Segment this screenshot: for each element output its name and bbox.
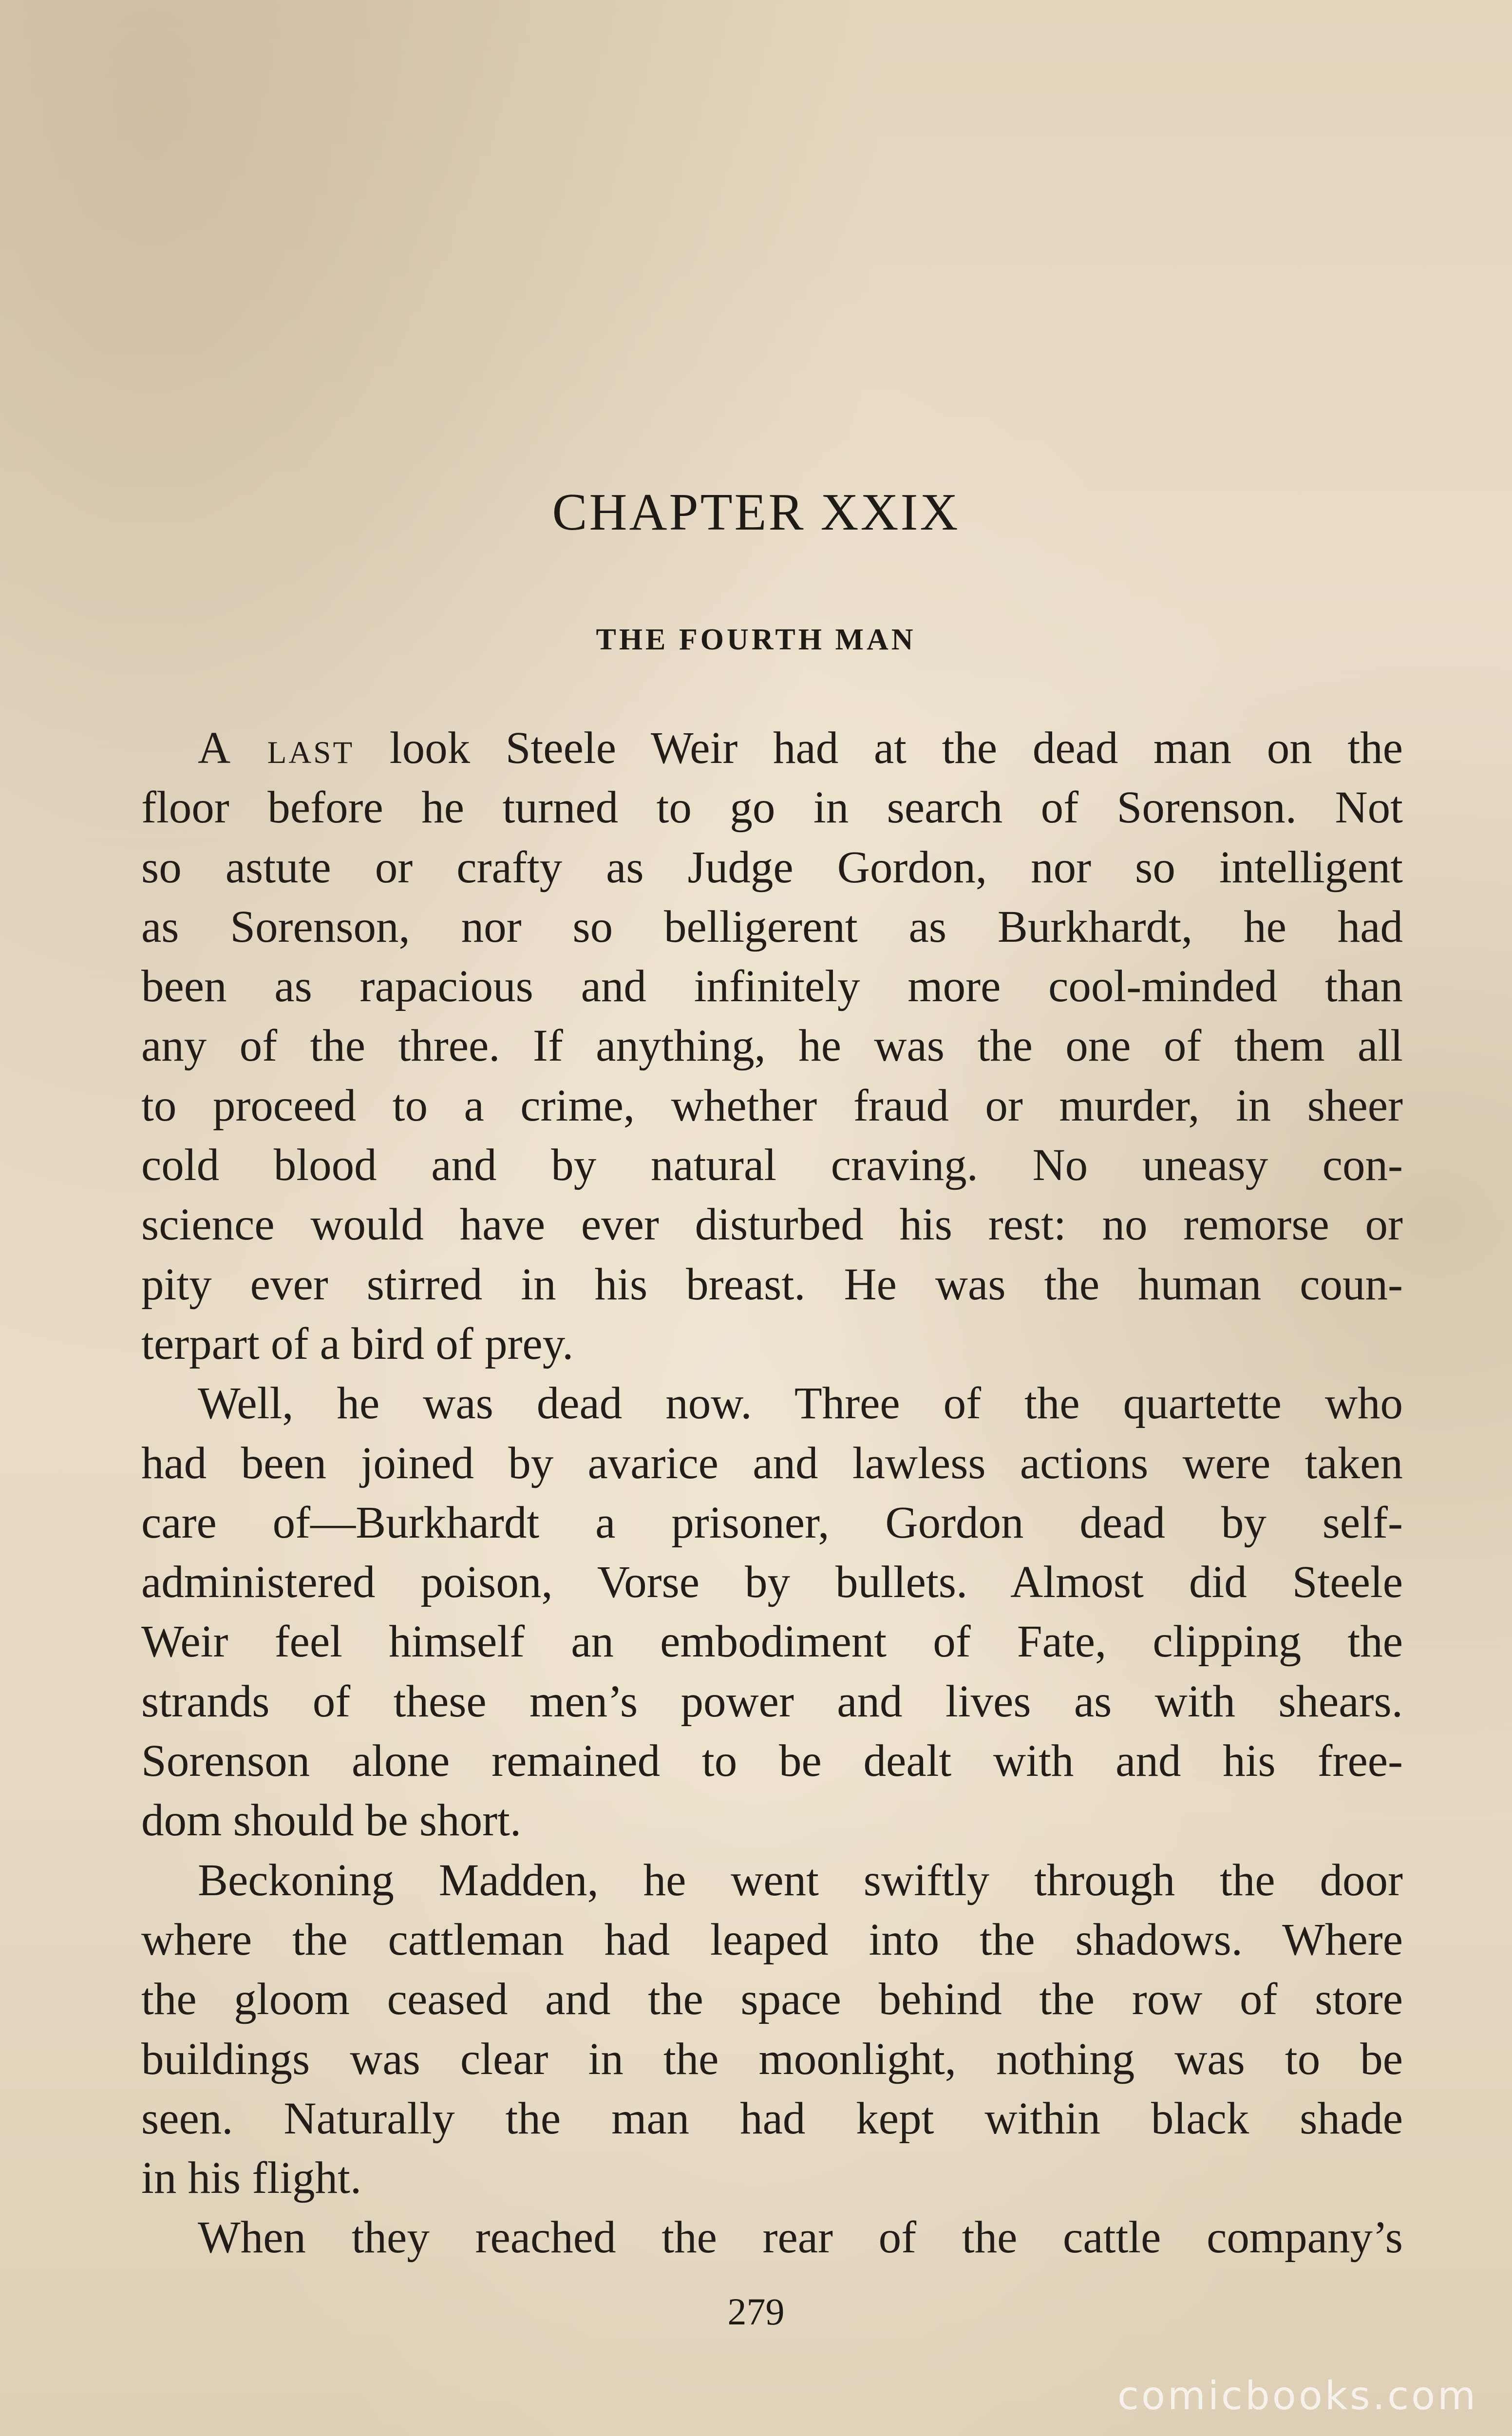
text-line: been as rapacious and infinitely more cool-minded than <box>141 961 1403 1012</box>
text-line: in his flight. <box>141 2153 362 2204</box>
text-line: terpart of a bird of prey. <box>141 1318 574 1369</box>
text-line: the gloom ceased and the space behind the row of store <box>141 1974 1403 2025</box>
chapter-subtitle: THE FOURTH MAN <box>596 623 916 656</box>
body-text <box>141 719 1403 2268</box>
text-line: had been joined by avarice and lawless actions were taken <box>141 1438 1403 1488</box>
chapter-title: CHAPTER XXIX <box>552 483 960 541</box>
text-line: seen. Naturally the man had kept within black shade <box>141 2093 1403 2144</box>
text-line: Sorenson alone remained to be dealt with and his free- <box>141 1736 1403 1787</box>
opening-small-caps: A last <box>198 723 355 773</box>
text-line: pity ever stirred in his breast. He was the human coun- <box>141 1259 1403 1310</box>
text-line: floor before he turned to go in search of Sorenson. Not <box>141 782 1403 833</box>
text-line: science would have ever disturbed his rest: no remorse or <box>141 1199 1403 1250</box>
text-line: where the cattleman had leaped into the shadows. Where <box>141 1914 1403 1965</box>
text-line: care of—Burkhardt a prisoner, Gordon dead by self- <box>141 1497 1403 1548</box>
text-line: so astute or crafty as Judge Gordon, nor so intelligent <box>141 842 1403 893</box>
text-line: dom should be short. <box>141 1795 522 1846</box>
text-line: buildings was clear in the moonlight, nothing was to be <box>141 2034 1403 2084</box>
text-line: Well, he was dead now. Three of the quartette who <box>198 1378 1403 1429</box>
text-line: When they reached the rear of the cattle company’s <box>198 2212 1403 2263</box>
text-line: cold blood and by natural craving. No uneasy con- <box>141 1140 1403 1191</box>
page-number: 279 <box>727 2290 785 2333</box>
watermark: comicbooks.com <box>1117 2373 1478 2418</box>
text-line-content: look Steele Weir had at the dead man on the <box>354 723 1403 773</box>
text-line: Weir feel himself an embodiment of Fate, clipping the <box>141 1617 1403 1667</box>
text-line: any of the three. If anything, he was the one of them all <box>141 1021 1403 1071</box>
text-line <box>141 719 1403 778</box>
text-line: Beckoning Madden, he went swiftly through the door <box>198 1855 1403 1905</box>
text-line: as Sorenson, nor so belligerent as Burkhardt, he had <box>141 901 1403 952</box>
text-line: strands of these men’s power and lives as with shears. <box>141 1676 1403 1727</box>
text-line: to proceed to a crime, whether fraud or murder, in sheer <box>141 1080 1403 1131</box>
text-line: administered poison, Vorse by bullets. Almost did Steele <box>141 1557 1403 1608</box>
